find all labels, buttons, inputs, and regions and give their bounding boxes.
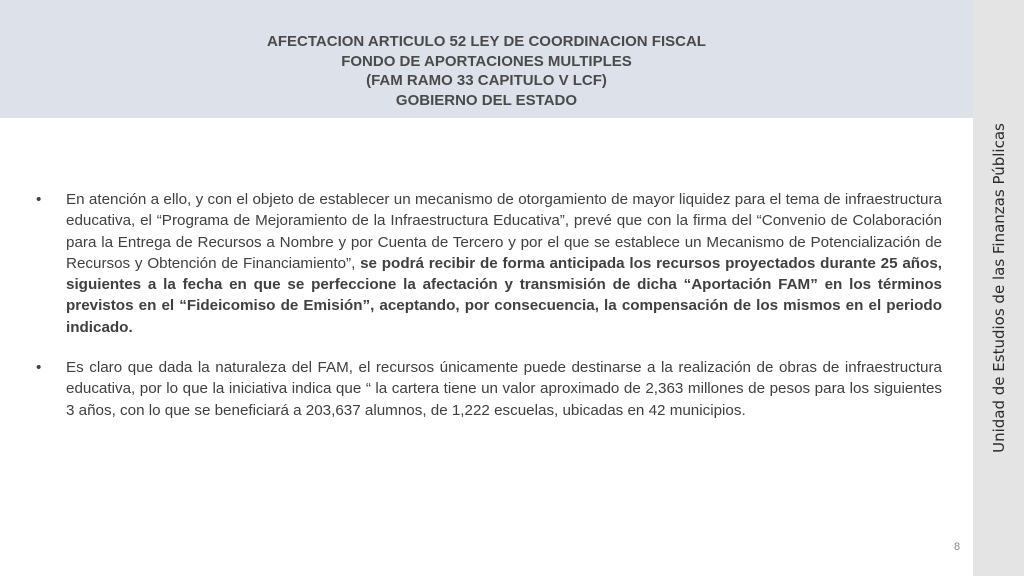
title-line: FONDO DE APORTACIONES MULTIPLES	[341, 52, 632, 70]
title-line: (FAM RAMO 33 CAPITULO V LCF)	[366, 72, 607, 89]
bullet-icon: •	[36, 359, 42, 377]
bullet-bold-text: se podrá recibir de forma anticipada los recursos proyectados durante 25 años, siguientes a la fecha en que se perfeccione la afectación y transmisión de dicha “Aportación FAM” en los términos previstos en el “Fideicomiso de Emisión”, aceptando, por consecuencia, la compensación de los mismos en el periodo indicado.	[66, 254, 942, 336]
sidebar	[973, 0, 1024, 576]
slide-title	[0, 32, 973, 110]
bullet-text: Es claro que dada la naturaleza del FAM, el recursos únicamente puede destinarse a la realización de obras de infraestructura educativa, por lo que la iniciativa indica que “ la cartera tiene un valor aproximado de 2,363 millones de pesos para los siguientes 3 años, con lo que se beneficiará a 203,637 alumnos, de 1,222 escuelas, ubicadas en 42 municipios.	[66, 359, 942, 419]
bullet-text: En atención a ello, y con el objeto de establecer un mecanismo de otorgamiento de mayor liquidez para el tema de infraestructura educativa, el “Programa de Mejoramiento de la Infraestructura Educativa”, prevé que con la firma del “Convenio de Colaboración para la Entrega de Recursos a Nombre y por Cuenta de Tercero y por el que se establece un Mecanismo de Potencialización de Recursos y Obtención de Financiamiento”,	[66, 191, 942, 272]
bullet-icon: •	[36, 191, 42, 208]
sidebar-label: Unidad de Estudios de las Finanzas Públicas	[989, 123, 1008, 453]
bullet-item	[36, 189, 942, 338]
slide-body	[36, 189, 942, 421]
title-line: AFECTACION ARTICULO 52 LEY DE COORDINACION FISCAL	[267, 33, 706, 50]
bullet-item	[36, 357, 942, 421]
header-band	[0, 0, 973, 118]
title-line: GOBIERNO DEL ESTADO	[395, 91, 578, 109]
page-number: 8	[954, 541, 961, 553]
